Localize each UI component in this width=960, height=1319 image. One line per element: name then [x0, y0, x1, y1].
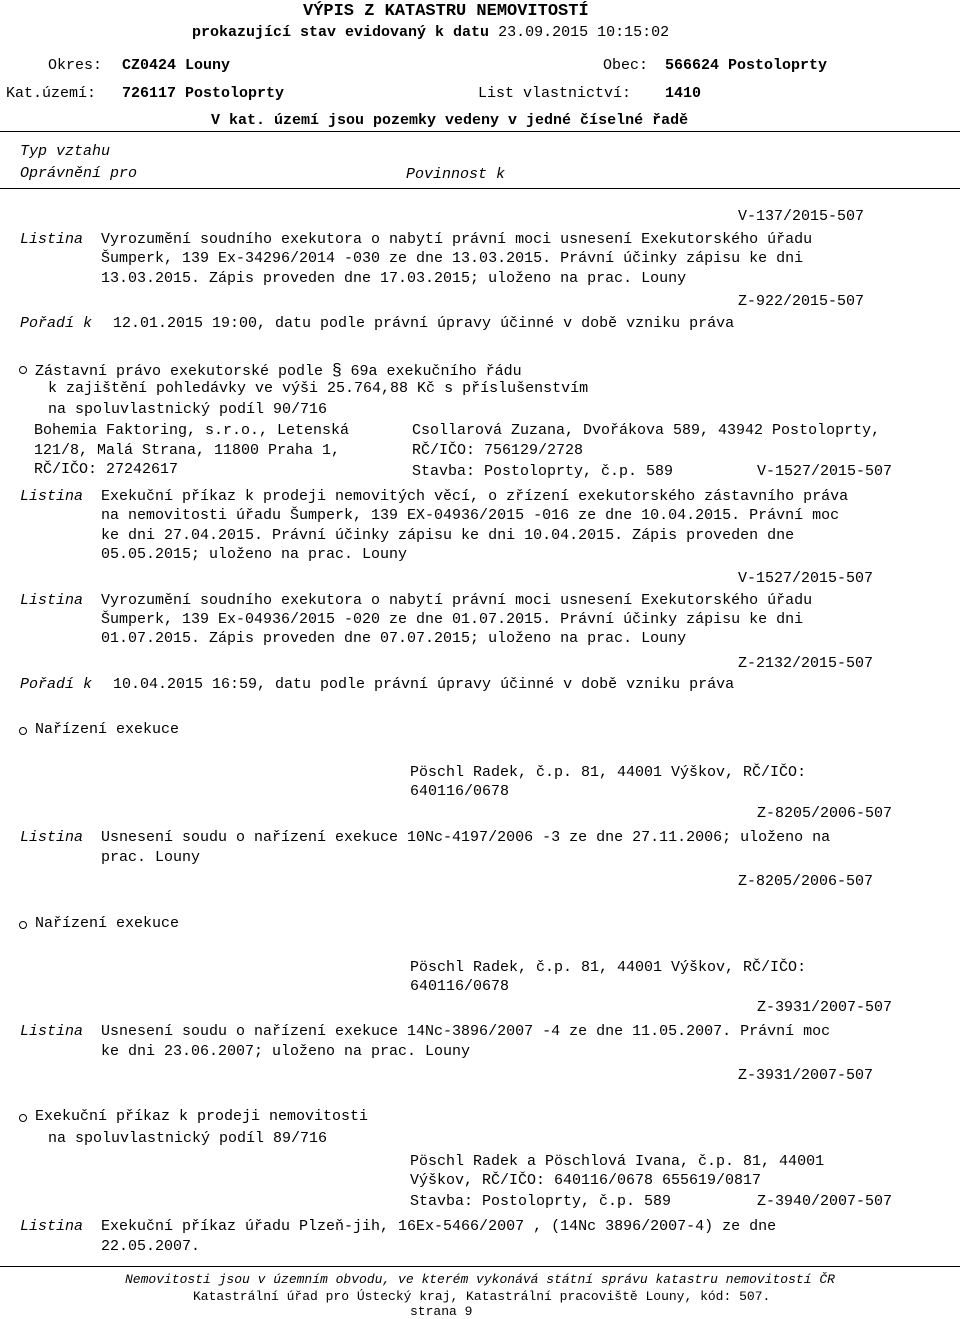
header-rule: [0, 131, 960, 132]
bullet-icon: [19, 1114, 27, 1122]
section-title: [35, 360, 522, 380]
footer-rule: [0, 1266, 960, 1267]
listina-text: Usnesení soudu o nařízení exekuce 14Nc-3896/2007 -4 ze dne 11.05.2007. Právní moc: [101, 1023, 831, 1040]
entry-reference: Z-3931/2007-507: [757, 999, 893, 1016]
entry-reference: V-137/2015-507: [738, 208, 865, 225]
oprávnění-party: Bohemia Faktoring, s.r.o., Letenská: [34, 422, 350, 439]
listina-label: Listina: [20, 1023, 84, 1040]
povinnost-party: Pöschl Radek, č.p. 81, 44001 Výškov, RČ/IČO:: [410, 959, 807, 976]
povinnost-party: Csollarová Zuzana, Dvořákova 589, 43942 Postoloprty,: [412, 422, 881, 439]
listina-text: ke dni 23.06.2007; uloženo na prac. Louny: [101, 1043, 471, 1060]
entry-reference: Z-8205/2006-507: [738, 873, 874, 890]
entry-reference: Z-922/2015-507: [738, 293, 865, 310]
subtitle-prefix: prokazující stav evidovaný k datu: [192, 24, 490, 41]
povinnost-party: RČ/IČO: 756129/2728: [412, 442, 584, 459]
paragraph-sign-icon: §: [332, 360, 342, 379]
listina-text: Šumperk, 139 Ex-34296/2014 -030 ze dne 13.03.2015. Právní účinky zápisu ke dni: [101, 250, 804, 267]
entry-reference: Z-3940/2007-507: [757, 1193, 893, 1210]
stavba-text: Stavba: Postoloprty, č.p. 589: [410, 1193, 672, 1210]
page-subtitle: [192, 24, 669, 41]
listina-text: Exekuční příkaz k prodeji nemovitých věcí, o zřízení exekutorského zástavního práva: [101, 488, 849, 505]
povinnost-party: Pöschl Radek a Pöschlová Ivana, č.p. 81, 44001: [410, 1153, 825, 1170]
listina-text: 13.03.2015. Zápis proveden dne 17.03.2015; uloženo na prac. Louny: [101, 270, 687, 287]
bullet-icon: [19, 727, 27, 735]
col-povinnost-k: Povinnost k: [406, 166, 506, 183]
katuzemi-label: Kat.území:: [6, 85, 97, 102]
obec-label: Obec:: [603, 57, 649, 74]
listina-label: Listina: [20, 231, 84, 248]
page-title: VÝPIS Z KATASTRU NEMOVITOSTÍ: [303, 2, 589, 21]
section-detail: k zajištění pohledávky ve výši 25.764,88 Kč s příslušenstvím: [48, 380, 589, 397]
entry-reference: V-1527/2015-507: [757, 463, 893, 480]
entry-reference: Z-3931/2007-507: [738, 1067, 874, 1084]
list-label: List vlastnictví:: [478, 85, 632, 102]
col-opravneni-pro: Oprávnění pro: [20, 165, 138, 182]
listina-text: ke dni 27.04.2015. Právní účinky zápisu ke dni 10.04.2015. Zápis proveden dne: [101, 527, 795, 544]
section-title: Nařízení exekuce: [35, 915, 180, 932]
entry-reference: Z-2132/2015-507: [738, 655, 874, 672]
poradi-text: 12.01.2015 19:00, datu podle právní úpravy účinné v době vzniku práva: [113, 315, 735, 332]
povinnost-party: Pöschl Radek, č.p. 81, 44001 Výškov, RČ/IČO:: [410, 764, 807, 781]
listina-label: Listina: [20, 829, 84, 846]
footer-line: Nemovitosti jsou v územním obvodu, ve kterém vykonává státní správu katastru nemovitostí ČR: [125, 1272, 835, 1287]
listina-text: 01.07.2015. Zápis proveden dne 07.07.2015; uloženo na prac. Louny: [101, 630, 687, 647]
poradi-text: 10.04.2015 16:59, datu podle právní úpravy účinné v době vzniku práva: [113, 676, 735, 693]
list-value: 1410: [665, 85, 702, 102]
page-number: strana 9: [410, 1304, 473, 1319]
listina-text: prac. Louny: [101, 849, 201, 866]
listina-text: na nemovitosti úřadu Šumperk, 139 EX-04936/2015 -016 ze dne 10.04.2015. Právní moc: [101, 507, 840, 524]
columns-rule: [0, 188, 960, 189]
subtitle-date: 23.09.2015 10:15:02: [498, 24, 670, 41]
povinnost-party: 640116/0678: [410, 783, 510, 800]
col-typ-vztahu: Typ vztahu: [20, 143, 111, 160]
listina-text: Vyrozumění soudního exekutora o nabytí právní moci usnesení Exekutorského úřadu: [101, 231, 813, 248]
obec-value: 566624 Postoloprty: [665, 57, 828, 74]
poradi-label: Pořadí k: [20, 676, 93, 693]
bullet-icon: [19, 921, 27, 929]
section-detail: na spoluvlastnický podíl 89/716: [48, 1130, 328, 1147]
listina-text: Vyrozumění soudního exekutora o nabytí právní moci usnesení Exekutorského úřadu: [101, 592, 813, 609]
section-title: Exekuční příkaz k prodeji nemovitosti: [35, 1108, 369, 1125]
listina-text: 22.05.2007.: [101, 1238, 201, 1255]
listina-text: 05.05.2015; uloženo na prac. Louny: [101, 546, 408, 563]
entry-reference: Z-8205/2006-507: [757, 805, 893, 822]
povinnost-party: Výškov, RČ/IČO: 640116/0678 655619/0817: [410, 1172, 762, 1189]
section-title-a: Zástavní právo exekutorské podle: [35, 363, 324, 380]
section-detail: na spoluvlastnický podíl 90/716: [48, 401, 328, 418]
listina-text: Exekuční příkaz úřadu Plzeň-jih, 16Ex-5466/2007 , (14Nc 3896/2007-4) ze dne: [101, 1218, 777, 1235]
numbering-note: V kat. území jsou pozemky vedeny v jedné číselné řadě: [211, 112, 689, 129]
section-title: Nařízení exekuce: [35, 721, 180, 738]
okres-label: Okres:: [48, 57, 103, 74]
okres-value: CZ0424 Louny: [122, 57, 231, 74]
section-title-b: 69a exekučního řádu: [350, 363, 522, 380]
listina-text: Usnesení soudu o nařízení exekuce 10Nc-4197/2006 -3 ze dne 27.11.2006; uloženo na: [101, 829, 831, 846]
oprávnění-party: RČ/IČO: 27242617: [34, 461, 179, 478]
povinnost-party: 640116/0678: [410, 978, 510, 995]
stavba-text: Stavba: Postoloprty, č.p. 589: [412, 463, 674, 480]
entry-reference: V-1527/2015-507: [738, 570, 874, 587]
oprávnění-party: 121/8, Malá Strana, 11800 Praha 1,: [34, 442, 341, 459]
listina-label: Listina: [20, 1218, 84, 1235]
listina-label: Listina: [20, 592, 84, 609]
listina-text: Šumperk, 139 Ex-04936/2015 -020 ze dne 01.07.2015. Právní účinky zápisu ke dni: [101, 611, 804, 628]
katuzemi-value: 726117 Postoloprty: [122, 85, 285, 102]
listina-label: Listina: [20, 488, 84, 505]
poradi-label: Pořadí k: [20, 315, 93, 332]
footer-line: Katastrální úřad pro Ústecký kraj, Katastrální pracoviště Louny, kód: 507.: [193, 1289, 771, 1304]
bullet-icon: [19, 366, 27, 374]
